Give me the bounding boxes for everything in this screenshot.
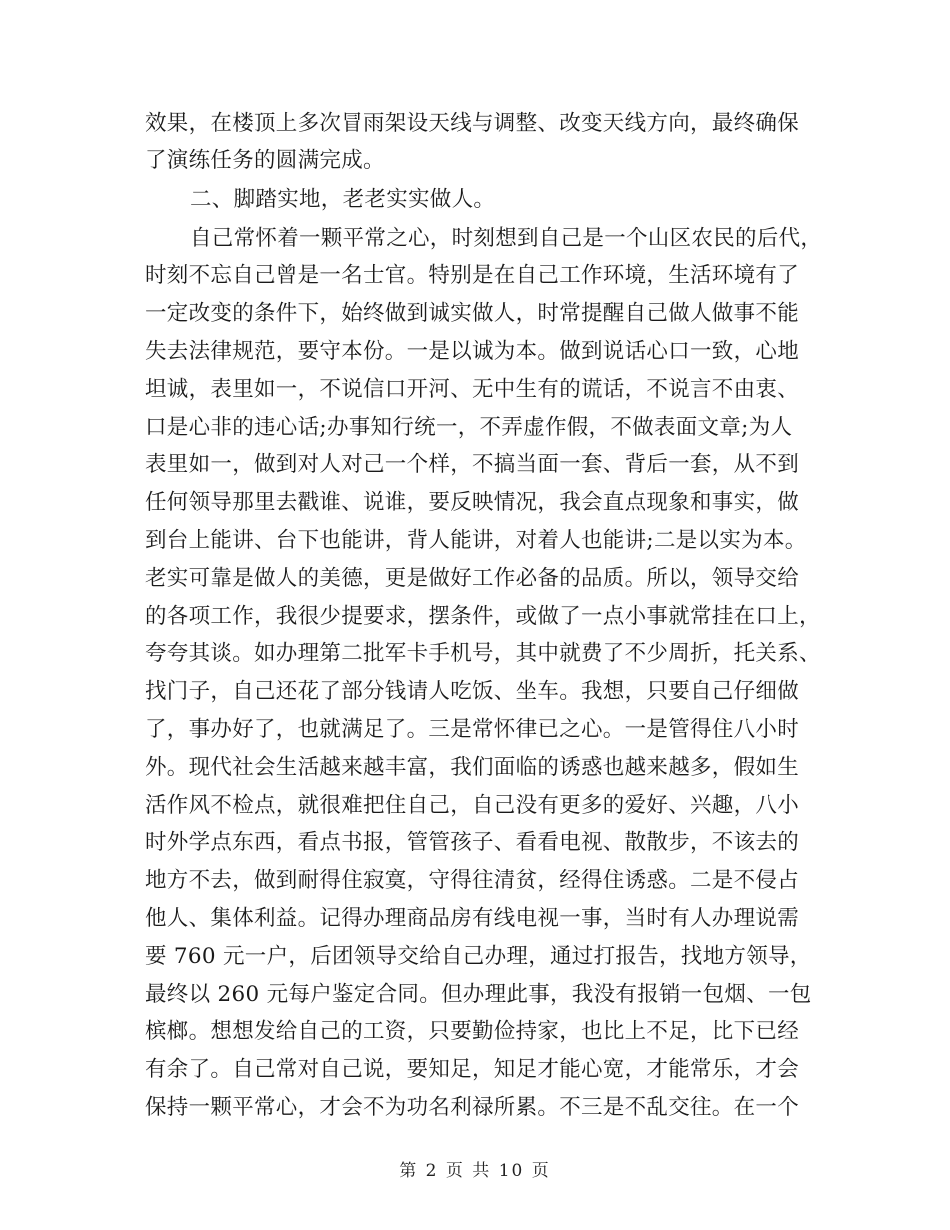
text-line: 最终以 260 元每户鉴定合同。但办理此事，我没有报销一包烟、一包 <box>145 982 812 1007</box>
text-line: 的各项工作，我很少提要求，摆条件，或做了一点小事就常挂在口上， <box>145 604 821 629</box>
text-line: 时刻不忘自己曾是一名士官。特别是在自己工作环境，生活环境有了 <box>145 263 800 288</box>
text-line: 活作风不检点，就很难把住自己，自己没有更多的爱好、兴趣，八小 <box>145 793 800 818</box>
text-line: 了演练任务的圆满完成。 <box>145 148 385 173</box>
text-line: 口是心非的违心话;办事知行统一，不弄虚作假，不做表面文章;为人 <box>145 415 793 440</box>
text-line: 了，事办好了，也就满足了。三是常怀律已之心。一是管得住八小时 <box>145 717 800 742</box>
text-line: 他人、集体利益。记得办理商品房有线电视一事，当时有人办理说需 <box>145 906 800 931</box>
text-line: 地方不去，做到耐得住寂寞，守得往清贫，经得住诱惑。二是不侵占 <box>145 868 800 893</box>
text-line: 任何领导那里去戳谁、说谁，要反映情况，我会直点现象和事实，做 <box>145 490 800 515</box>
paragraph-first-line: 自己常怀着一颗平常之心，时刻想到自己是一个山区农民的后代， <box>190 226 823 251</box>
text-line: 一定改变的条件下，始终做到诚实做人，时常提醒自己做人做事不能 <box>145 301 800 326</box>
text-line: 坦诚，表里如一，不说信口开河、无中生有的谎话，不说言不由衷、 <box>145 377 800 402</box>
text-line: 表里如一，做到对人对己一个样，不搞当面一套、背后一套，从不到 <box>145 452 800 477</box>
text-line: 失去法律规范，要守本份。一是以诚为本。做到说话心口一致，心地 <box>145 339 800 364</box>
text-line: 要 760 元一户，后团领导交给自己办理，通过打报告，找地方领导， <box>145 944 812 969</box>
text-line: 槟榔。想想发给自己的工资，只要勤俭持家，也比上不足，比下已经 <box>145 1019 800 1044</box>
text-line: 时外学点东西，看点书报，管管孩子、看看电视、散散步，不该去的 <box>145 830 800 855</box>
text-line: 到台上能讲、台下也能讲，背人能讲，对着人也能讲;二是以实为本。 <box>145 528 807 553</box>
text-line: 保持一颗平常心，才会不为功名利禄所累。不三是不乱交往。在一个 <box>145 1095 800 1120</box>
text-line: 外。现代社会生活越来越丰富，我们面临的诱惑也越来越多，假如生 <box>145 755 800 780</box>
page-number-footer: 第 2 页 共 10 页 <box>399 1161 551 1181</box>
text-line: 夸夸其谈。如办理第二批军卡手机号，其中就费了不少周折，托关系、 <box>145 641 821 666</box>
text-line: 找门子，自己还花了部分钱请人吃饭、坐车。我想，只要自己仔细做 <box>145 679 800 704</box>
text-line: 老实可靠是做人的美德，更是做好工作必备的品质。所以，领导交给 <box>145 566 800 591</box>
section-heading: 二、脚踏实地，老老实实做人。 <box>190 187 496 212</box>
text-line: 效果，在楼顶上多次冒雨架设天线与调整、改变天线方向，最终确保 <box>145 111 800 136</box>
text-line: 有余了。自己常对自己说，要知足，知足才能心宽，才能常乐，才会 <box>145 1057 800 1082</box>
